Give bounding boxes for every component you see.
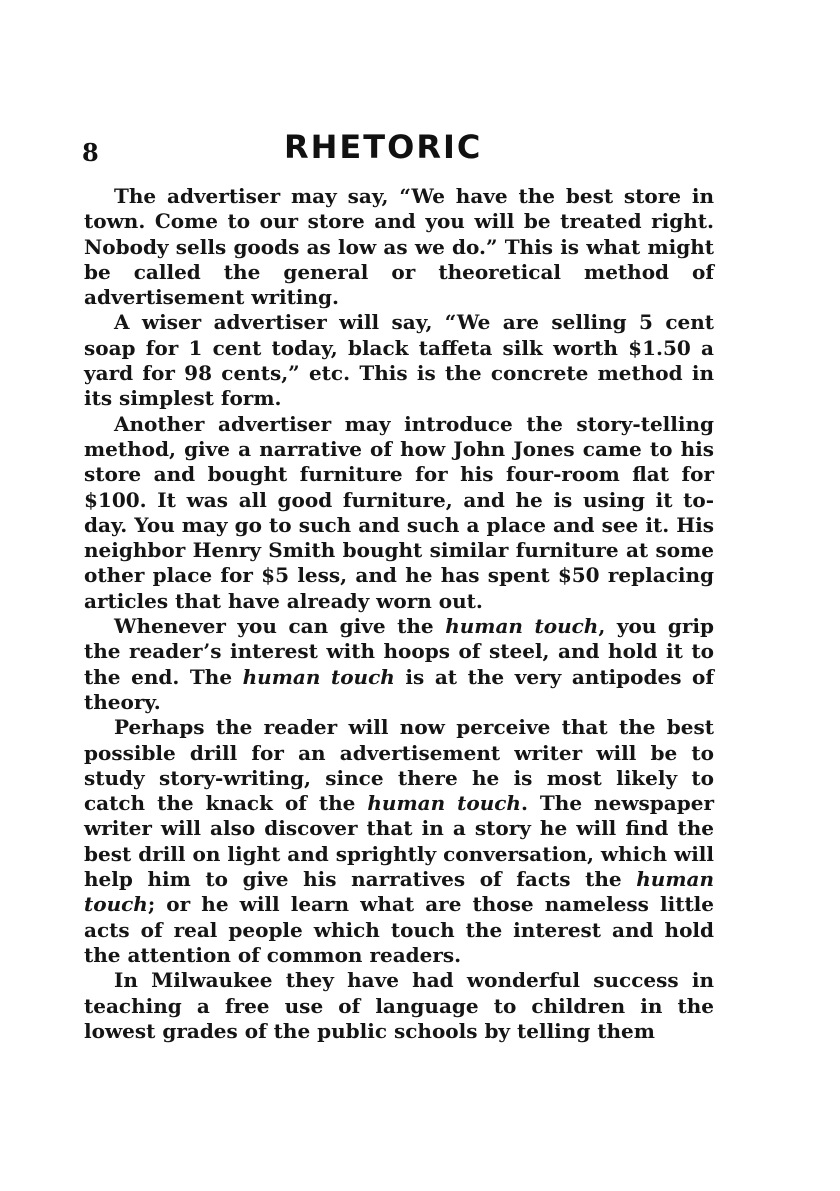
text-run: A wiser advertiser will say, “We are selling 5 cent soap for 1 cent today, black taffeta silk worth $1.50 a yard for 98 cents,” etc. This is the concrete method in its simplest form.: [84, 310, 714, 411]
text-run: Perhaps the reader will now perceive that the best possible drill for an advertisement writer will be to study story-writing, since there he is most likely to catch the knack of the: [84, 715, 714, 816]
text-run: The advertiser may say, “We have the best store in town. Come to our store and you will be treated right. Nobody sells goods as low as we do.” This is what might be called the general or theoretical method of advertisement writing.: [84, 184, 714, 310]
italic-phrase: human touch: [242, 664, 395, 689]
paragraph: [84, 412, 714, 614]
text-run: Whenever you can give the: [114, 614, 446, 639]
text-run: ; or he will learn what are those nameless little acts of real people which touch the interest and hold the attention of common readers.: [84, 892, 714, 967]
body-text: [84, 184, 714, 1044]
paragraph: [84, 184, 714, 310]
text-run: . The newspaper writer will also discover that in a story he will find the best drill on light and sprightly conversation, which will help him to give his narratives of facts the: [84, 791, 714, 892]
italic-phrase: human touch: [445, 614, 599, 639]
paragraph: [84, 310, 714, 411]
paragraph: [84, 968, 714, 1044]
page-header: [82, 128, 718, 172]
italic-phrase: human touch: [367, 791, 521, 816]
page-number: 8: [82, 138, 99, 167]
text-run: Another advertiser may introduce the story-telling method, give a narrative of how John Jones came to his store and bought furniture for his four-room flat for $100. It was all good furniture, and he is using it to-day. You may go to such and such a place and see it. His neighbor Henry Smith bought similar furniture at some other place for $5 less, and he has spent $50 replacing articles that have already worn out.: [84, 411, 714, 613]
paragraph: [84, 715, 714, 968]
running-title: RHETORIC: [284, 128, 483, 166]
paragraph: [84, 614, 714, 715]
text-run: is at the very antipodes of theory.: [84, 664, 714, 714]
italic-phrase: human touch: [84, 867, 714, 917]
text-run: , you grip the reader’s interest with hoops of steel, and hold it to the end. The: [84, 614, 714, 689]
text-run: In Milwaukee they have had wonderful success in teaching a free use of language to children in the lowest grades of the public schools by telling them: [84, 968, 714, 1043]
